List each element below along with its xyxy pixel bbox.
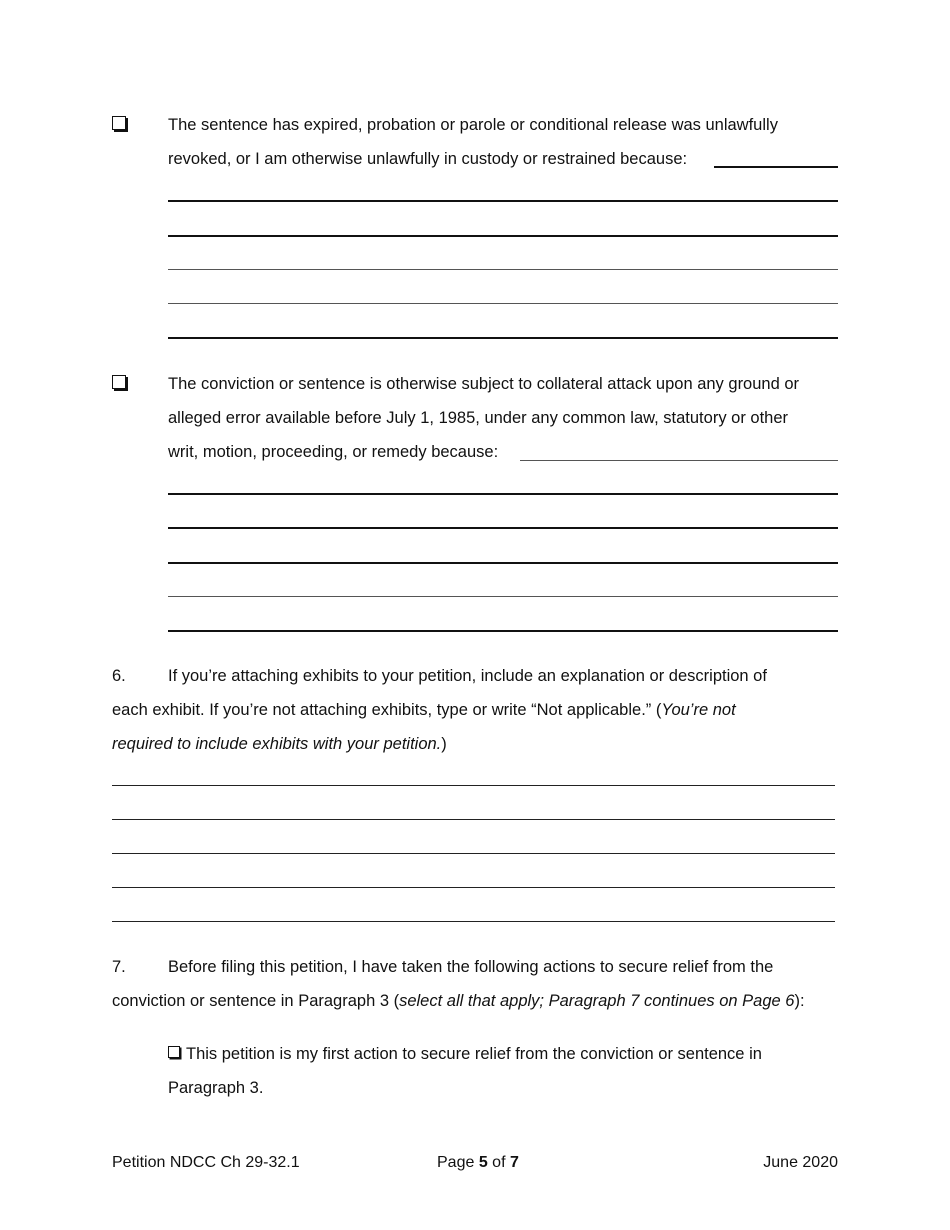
footer-form-name: Petition NDCC Ch 29-32.1 <box>112 1154 300 1171</box>
item-b-line-1: The conviction or sentence is otherwise subject to collateral attack upon any ground or <box>168 375 800 393</box>
exhibit-answer-line[interactable] <box>112 819 835 820</box>
item-a-answer-line[interactable] <box>168 269 838 270</box>
exhibit-answer-line[interactable] <box>112 921 835 922</box>
checkbox-first-action[interactable] <box>168 1046 180 1058</box>
item-a-answer-line[interactable] <box>168 337 838 339</box>
para-6-line-2 <box>112 700 736 720</box>
item-b-answer-line[interactable] <box>168 630 838 632</box>
para-7-option-1-line-2: Paragraph 3. <box>168 1079 264 1097</box>
footer-page-number <box>437 1153 519 1173</box>
para-6-line-3 <box>112 734 447 754</box>
para-6-line-2-plain: each exhibit. If you’re not attaching exhibits, type or write “Not applicable.” ( <box>112 701 662 719</box>
exhibit-answer-line[interactable] <box>112 853 835 854</box>
para-7-line-2-plain: conviction or sentence in Paragraph 3 ( <box>112 992 400 1010</box>
item-a-answer-line[interactable] <box>168 200 838 202</box>
para-6-line-2-italic: You’re not <box>661 701 736 719</box>
footer-page-prefix: Page <box>437 1154 479 1171</box>
para-7-line-2-close: ): <box>794 992 805 1010</box>
item-b-answer-line[interactable] <box>168 562 838 564</box>
item-b-answer-line[interactable] <box>168 527 838 529</box>
checkbox-unlawful-custody[interactable] <box>112 116 126 130</box>
item-a-answer-line[interactable] <box>168 235 838 237</box>
footer-page-mid: of <box>487 1154 510 1171</box>
item-a-answer-line[interactable] <box>168 303 838 304</box>
item-a-line-2: revoked, or I am otherwise unlawfully in custody or restrained because: <box>168 150 688 168</box>
para-6-line-3-close: ) <box>441 735 447 753</box>
checkbox-collateral-attack[interactable] <box>112 375 126 389</box>
item-b-answer-line[interactable] <box>168 493 838 495</box>
para-6-line-3-italic: required to include exhibits with your petition. <box>112 735 442 753</box>
para-7-line-2-italic: select all that apply; Paragraph 7 continues on Page 6 <box>399 992 795 1010</box>
item-b-answer-line[interactable] <box>168 596 838 597</box>
exhibit-answer-line[interactable] <box>112 887 835 888</box>
para-7-number: 7. <box>112 958 126 976</box>
para-7-option-1-line-1: This petition is my first action to secure relief from the conviction or sentence in <box>186 1045 762 1063</box>
para-7-line-1: Before filing this petition, I have taken the following actions to secure relief from the <box>168 958 774 976</box>
item-a-line-1: The sentence has expired, probation or parole or conditional release was unlawfully <box>168 116 778 134</box>
footer-date: June 2020 <box>763 1154 838 1171</box>
para-7-line-2 <box>112 991 805 1011</box>
para-6-line-1: If you’re attaching exhibits to your petition, include an explanation or description of <box>168 667 767 685</box>
item-b-line-3: writ, motion, proceeding, or remedy because: <box>168 443 499 461</box>
item-b-line-2: alleged error available before July 1, 1985, under any common law, statutory or other <box>168 409 789 427</box>
item-b-answer-inline[interactable] <box>520 460 838 461</box>
para-6-number: 6. <box>112 667 126 685</box>
footer-page-total: 7 <box>509 1154 519 1171</box>
exhibit-answer-line[interactable] <box>112 785 835 786</box>
item-a-answer-inline[interactable] <box>714 166 838 168</box>
footer-page-current: 5 <box>478 1154 488 1171</box>
